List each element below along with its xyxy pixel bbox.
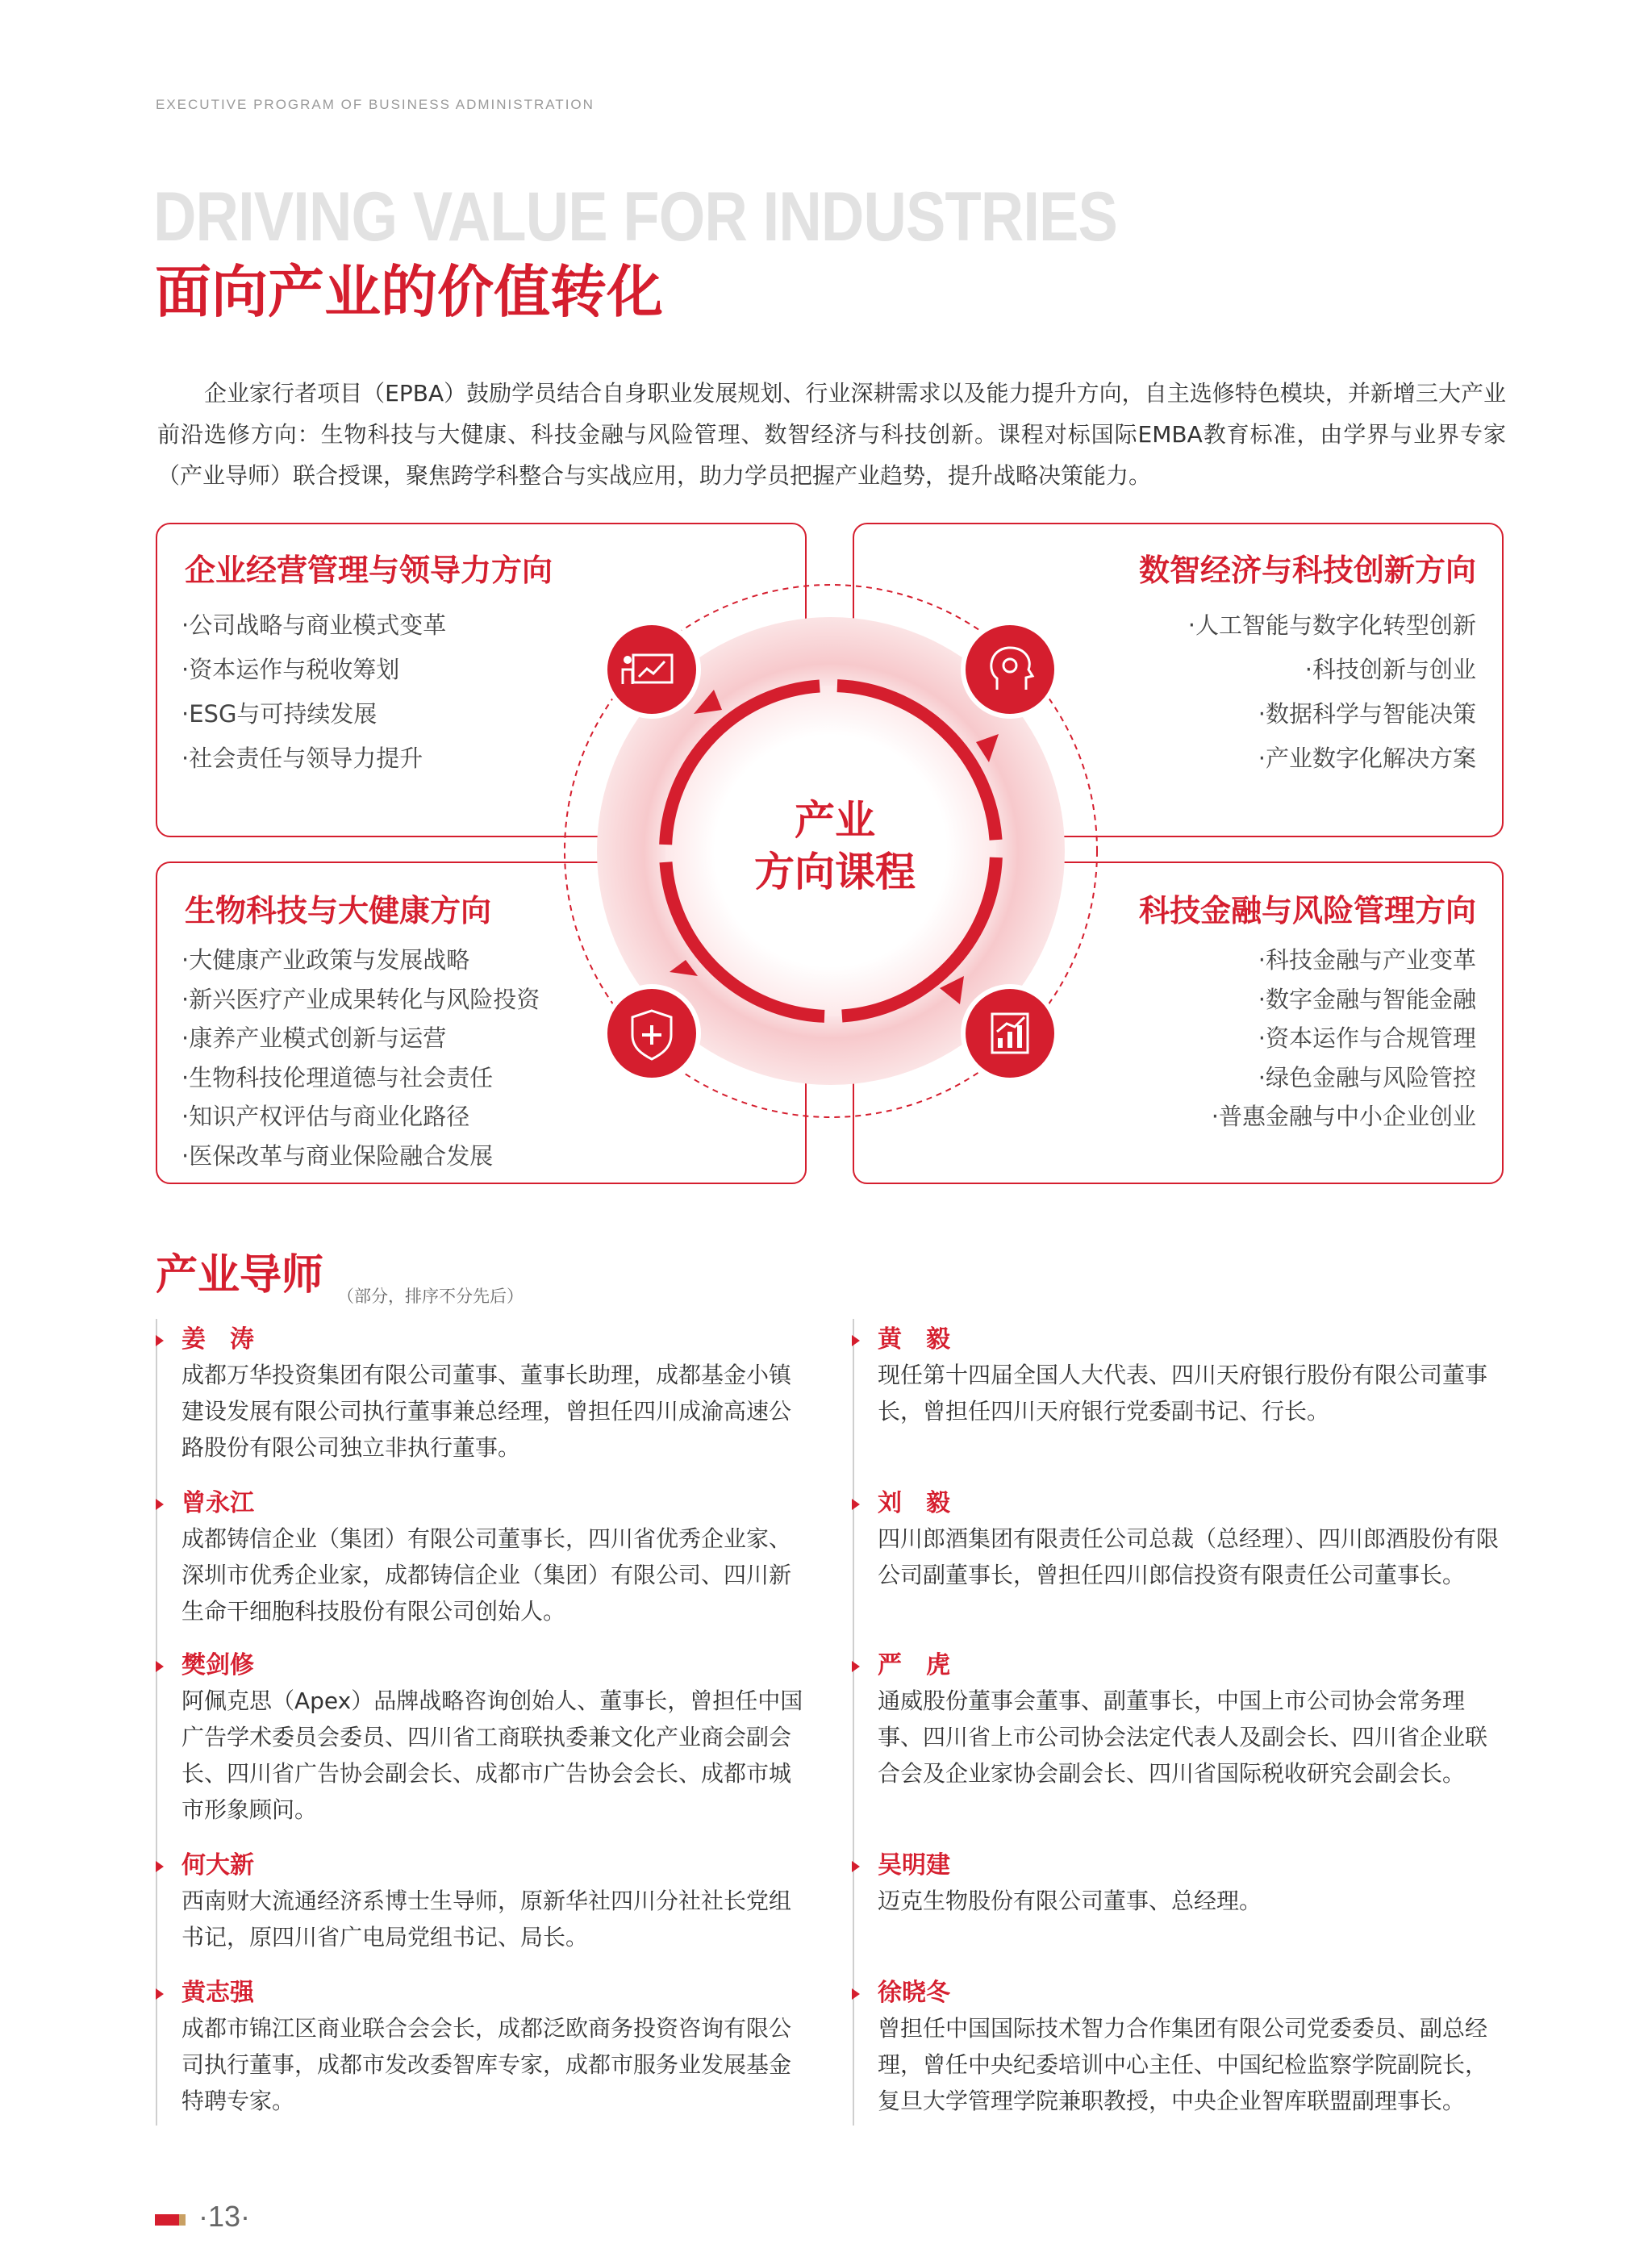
footer-gold-bar: [179, 2214, 186, 2226]
title-english: DRIVING VALUE FOR INDUSTRIES: [153, 178, 1117, 256]
mentor-name: 徐晓冬: [878, 1977, 1507, 2009]
direction-item: ·知识产权评估与商业化路径: [181, 1103, 470, 1130]
mentor-entry: [878, 1487, 1507, 1593]
right-column-rule: [853, 1319, 854, 2126]
mentors-title: 产业导师: [156, 1251, 324, 1300]
mentor-entry: [181, 1650, 811, 1828]
left-column-rule: [156, 1319, 157, 2126]
page-number: ·13·: [198, 2200, 251, 2233]
mentor-name: 樊剑修: [181, 1650, 811, 1682]
mentor-name: 严 虎: [878, 1650, 1507, 1682]
intro-paragraph: 企业家行者项目（EPBA）鼓励学员结合自身职业发展规划、行业深耕需求以及能力提升方向，自主选修特色模块，并新增三大产业前沿选修方向：生物科技与大健康、科技金融与风险管理、数智经济与科技创新。课程对标国际EMBA教育标准，由学界与业界专家（产业导师）联合授课，聚焦跨学科整合与实战应用，助力学员把握产业趋势，提升战略决策能力。: [157, 380, 1506, 489]
mentor-description: 阿佩克思（Apex）品牌战略咨询创始人、董事长，曾担任中国广告学术委员会委员、四川省工商联执委兼文化产业商会副会长、四川省广告协会副会长、成都市广告协会会长、成都市城市形象顾问。: [181, 1688, 803, 1823]
mentor-entry: [878, 1324, 1507, 1429]
mentor-name: 何大新: [181, 1850, 811, 1882]
mentor-entry: [878, 1977, 1507, 2119]
center-label: [718, 795, 952, 898]
direction-title: 企业经营管理与领导力方向: [185, 553, 553, 588]
mentor-entry: [181, 1977, 811, 2119]
mentor-description: 曾担任中国国际技术智力合作集团有限公司党委委员、副总经理，曾任中央纪委培训中心主任、中国纪检监察学院副院长，复旦大学管理学院兼职教授，中央企业智库联盟副理事长。: [878, 2015, 1488, 2114]
mentor-name: 吴明建: [878, 1850, 1507, 1882]
direction-item: ·数字金融与智能金融: [1258, 985, 1476, 1013]
direction-item: ·普惠金融与中小企业创业: [1211, 1103, 1476, 1130]
direction-item: ·科技金融与产业变革: [1258, 946, 1476, 974]
presentation-chart-icon: [605, 623, 699, 716]
medical-shield-icon: [605, 987, 699, 1080]
direction-item: ·生物科技伦理道德与社会责任: [181, 1063, 494, 1091]
direction-item: ·社会责任与领导力提升: [181, 745, 423, 772]
mentor-name: 刘 毅: [878, 1487, 1507, 1520]
ai-head-icon: [963, 623, 1057, 716]
direction-title: 科技金融与风险管理方向: [1138, 893, 1476, 928]
footer-accent-bar: [155, 2214, 179, 2226]
mentor-entry: [181, 1324, 811, 1466]
direction-item: ·产业数字化解决方案: [1258, 745, 1476, 772]
mentor-description: 成都市锦江区商业联合会会长，成都泛欧商务投资咨询有限公司执行董事，成都市发改委智库专家，成都市服务业发展基金特聘专家。: [181, 2015, 792, 2114]
center-label-line1: 产业: [795, 797, 875, 844]
page-title: 面向产业的价值转化: [155, 259, 663, 325]
mentor-name: 黄 毅: [878, 1324, 1507, 1356]
growth-chart-icon: [963, 987, 1057, 1080]
direction-item: ·绿色金融与风险管控: [1258, 1063, 1476, 1091]
center-label-line2: 方向课程: [754, 849, 916, 895]
mentors-subtitle: （部分，排序不分先后）: [337, 1287, 524, 1306]
direction-item: ·资本运作与合规管理: [1258, 1024, 1476, 1052]
direction-item: ·康养产业模式创新与运营: [181, 1024, 447, 1052]
direction-item: ·科技创新与创业: [1304, 656, 1476, 683]
mentor-name: 曾永江: [181, 1487, 811, 1520]
mentor-name: 黄志强: [181, 1977, 811, 2009]
mentor-description: 现任第十四届全国人大代表、四川天府银行股份有限公司董事长，曾担任四川天府银行党委副书记、行长。: [878, 1362, 1488, 1425]
mentor-entry: [181, 1850, 811, 1955]
mentor-description: 四川郎酒集团有限责任公司总裁（总经理）、四川郎酒股份有限公司副董事长，曾担任四川郎信投资有限责任公司董事长。: [878, 1525, 1500, 1588]
direction-item: ·人工智能与数字化转型创新: [1187, 611, 1476, 639]
mentor-entry: [181, 1487, 811, 1629]
mentor-entry: [878, 1850, 1507, 1919]
direction-item: ·医保改革与商业保险融合发展: [181, 1141, 494, 1170]
mentor-description: 通威股份董事会董事、副董事长，中国上市公司协会常务理事、四川省上市公司协会法定代表人及副会长、四川省企业联合会及企业家协会副会长、四川省国际税收研究会副会长。: [878, 1688, 1488, 1787]
mentor-entry: [878, 1650, 1507, 1792]
direction-item: ·大健康产业政策与发展战略: [181, 946, 470, 974]
direction-item: ·数据科学与智能决策: [1258, 700, 1476, 728]
direction-item: ·ESG与可持续发展: [181, 700, 378, 728]
mentor-description: 迈克生物股份有限公司董事、总经理。: [878, 1888, 1262, 1914]
mentor-description: 西南财大流通经济系博士生导师，原新华社四川分社社长党组书记，原四川省广电局党组书记、局长。: [181, 1888, 792, 1950]
direction-item: ·新兴医疗产业成果转化与风险投资: [181, 985, 540, 1013]
direction-item: ·资本运作与税收筹划: [181, 656, 400, 683]
mentor-description: 成都铸信企业（集团）有限公司董事长，四川省优秀企业家、深圳市优秀企业家，成都铸信企业（集团）有限公司、四川新生命干细胞科技股份有限公司创始人。: [181, 1525, 792, 1625]
mentor-description: 成都万华投资集团有限公司董事、董事长助理，成都基金小镇建设发展有限公司执行董事兼总经理，曾担任四川成渝高速公路股份有限公司独立非执行董事。: [181, 1362, 792, 1461]
direction-title: 数智经济与科技创新方向: [1138, 553, 1476, 588]
mentor-name: 姜 涛: [181, 1324, 811, 1356]
direction-item: ·公司战略与商业模式变革: [181, 611, 447, 639]
header-label: EXECUTIVE PROGRAM OF BUSINESS ADMINISTRATION: [156, 97, 594, 112]
direction-title: 生物科技与大健康方向: [185, 893, 492, 928]
